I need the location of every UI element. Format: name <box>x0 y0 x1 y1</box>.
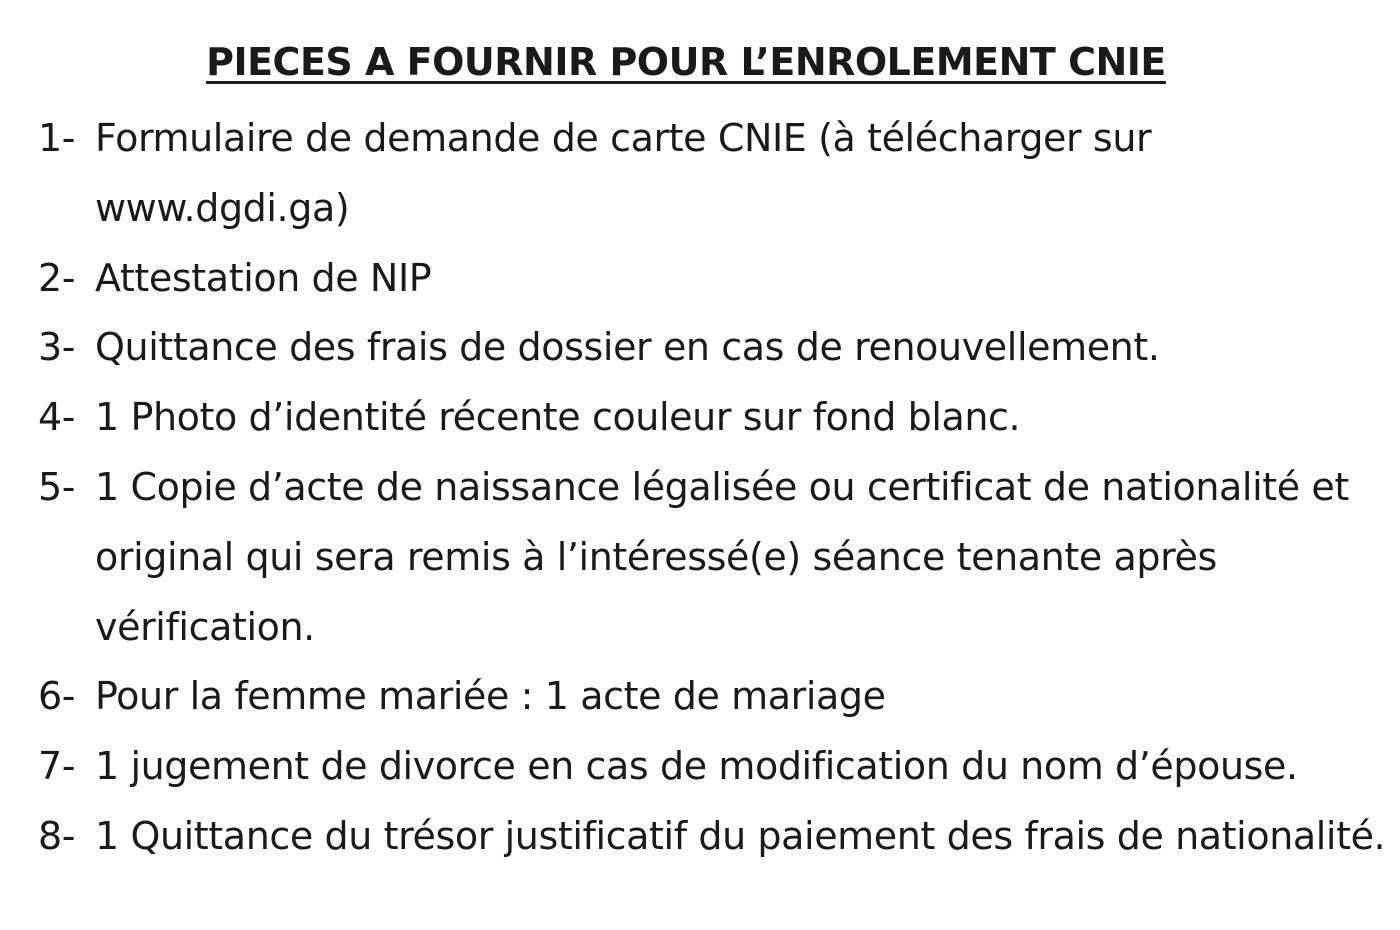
list-item-number: 5- <box>38 464 76 509</box>
list-item <box>38 383 1393 453</box>
list-item-number: 8- <box>38 813 76 858</box>
list-item <box>38 313 1393 383</box>
list-item-text: 1 Photo d’identité récente couleur sur fond blanc. <box>95 395 1021 440</box>
document-title <box>0 35 1372 89</box>
list-item <box>38 802 1393 872</box>
list-item-number: 7- <box>38 744 76 789</box>
list-item-number: 2- <box>38 255 76 300</box>
list-item-text: Quittance des frais de dossier en cas de renouvellement. <box>95 325 1160 370</box>
list-item <box>38 662 1393 732</box>
list-item-text: 1 Copie d’acte de naissance légalisée ou certificat de nationalité et original qui sera remis à l’intéressé(e) séance tenante après vérification. <box>95 464 1349 649</box>
list-item <box>38 244 1393 314</box>
required-documents-list <box>38 104 1393 872</box>
list-item-number: 3- <box>38 325 76 370</box>
list-item-number: 6- <box>38 674 76 719</box>
list-item-number: 4- <box>38 395 76 440</box>
list-item-text: 1 Quittance du trésor justificatif du paiement des frais de nationalité. <box>95 813 1386 858</box>
list-item-text: Formulaire de demande de carte CNIE (à télécharger sur www.dgdi.ga) <box>95 116 1152 230</box>
list-item-number: 1- <box>38 116 76 160</box>
list-item <box>38 104 1393 244</box>
document-title-text: PIECES A FOURNIR POUR L’ENROLEMENT CNIE <box>206 40 1166 85</box>
list-item-text: 1 jugement de divorce en cas de modification du nom d’épouse. <box>95 744 1298 789</box>
list-item-text: Attestation de NIP <box>95 255 432 300</box>
list-item-text: Pour la femme mariée : 1 acte de mariage <box>95 674 886 719</box>
list-item <box>38 453 1393 662</box>
list-item <box>38 732 1393 802</box>
